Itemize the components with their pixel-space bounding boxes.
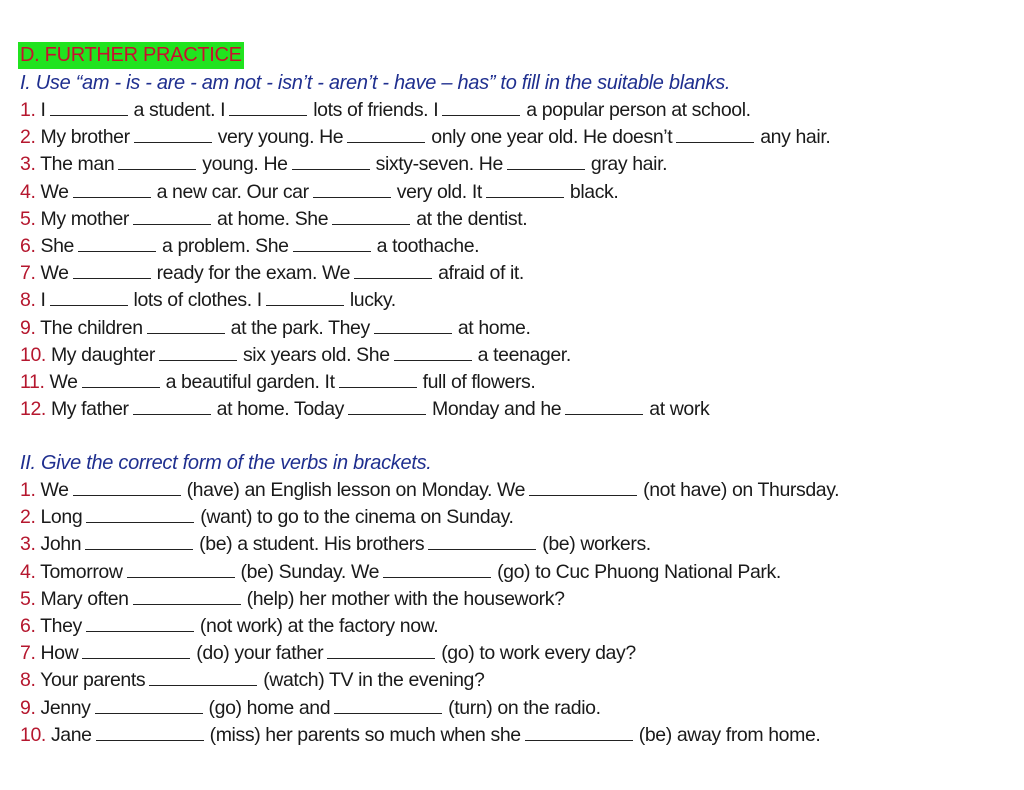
answer-blank[interactable] [159,344,237,361]
item-text: I [40,289,46,312]
answer-blank[interactable] [229,99,307,116]
item-text: (not work) at the factory now. [199,614,439,637]
item-text: (turn) on the radio. [448,696,601,719]
exercise-item [20,396,830,423]
item-number: 1. [20,99,41,121]
item-text: (be) a student. His brothers [199,533,425,556]
answer-blank[interactable] [383,561,491,578]
item-text: six years old. She [242,343,390,366]
answer-blank[interactable] [354,262,432,279]
item-text: sixty-seven. He [375,153,503,176]
item-text: Jenny [40,696,91,719]
item-text: a popular person at school. [526,99,751,121]
item-text: any hair. [760,126,831,149]
item-number: 10. [20,723,51,746]
item-text: I [40,99,46,121]
exercise-item [20,151,830,178]
item-text: a problem. She [161,234,289,257]
exercise-item [20,342,830,369]
item-text: at the park. They [230,316,370,339]
item-text: a beautiful garden. It [165,370,335,393]
answer-blank[interactable] [327,642,435,659]
item-number: 9. [20,696,41,719]
item-text: at home. She [217,207,329,230]
item-number: 5. [20,587,41,610]
answer-blank[interactable] [147,317,225,334]
answer-blank[interactable] [332,208,410,225]
item-text: at work [649,398,710,421]
answer-blank[interactable] [348,398,426,415]
answer-blank[interactable] [118,153,196,170]
worksheet-title: D. FURTHER PRACTICE [18,42,244,69]
item-number: 2. [20,126,41,149]
item-text: (miss) her parents so much when she [209,723,521,746]
answer-blank[interactable] [82,642,190,659]
item-text: My father [50,398,129,421]
item-text: They [40,614,82,637]
exercise-item [20,260,830,287]
item-text: Long [40,506,83,529]
item-text: Your parents [40,669,146,692]
item-number: 1. [20,479,41,501]
answer-blank[interactable] [442,99,520,116]
item-text: The children [40,316,143,339]
answer-blank[interactable] [266,289,344,306]
exercise-item [20,559,839,586]
answer-blank[interactable] [525,724,633,741]
item-number: 12. [20,398,51,421]
item-text: John [40,533,82,556]
item-number: 11. [20,370,50,393]
exercise-item [20,667,839,694]
item-text: at home. [457,316,531,339]
item-text: at the dentist. [416,207,528,230]
exercise-item [20,477,839,504]
answer-blank[interactable] [73,479,181,496]
exercise-item [20,613,839,640]
item-text: ready for the exam. We [156,262,351,285]
answer-blank[interactable] [334,697,442,714]
item-text: (help) her mother with the housework? [246,587,565,610]
section-2-exercise-list [20,477,839,749]
item-text: Jane [50,723,92,746]
item-number: 8. [20,669,41,692]
item-text: She [40,234,74,257]
answer-blank[interactable] [565,398,643,415]
item-text: We [49,370,78,393]
answer-blank[interactable] [507,153,585,170]
exercise-item [20,124,830,151]
answer-blank[interactable] [73,262,151,279]
item-text: only one year old. He doesn’t [431,126,673,149]
answer-blank[interactable] [374,317,452,334]
item-text: (have) an English lesson on Monday. We [186,479,526,501]
answer-blank[interactable] [529,479,637,496]
answer-blank[interactable] [96,724,204,741]
answer-blank[interactable] [133,398,211,415]
answer-blank[interactable] [82,371,160,388]
answer-blank[interactable] [86,615,194,632]
exercise-item [20,586,839,613]
item-number: 4. [20,180,41,203]
section-1-heading: I. Use “am - is - are - am not - isn’t - aren’t - have – has” to fill in the suitable blanks. [20,72,731,94]
item-number: 5. [20,207,41,230]
answer-blank[interactable] [134,126,212,143]
item-text: Tomorrow [40,560,123,583]
exercise-item [20,695,839,722]
item-text: at home. Today [216,398,345,421]
answer-blank[interactable] [133,208,211,225]
answer-blank[interactable] [428,533,536,550]
item-text: Mary often [40,587,129,610]
item-text: We [40,262,69,285]
exercise-item [20,640,839,667]
answer-blank[interactable] [95,697,203,714]
answer-blank[interactable] [347,126,425,143]
item-text: (go) to work every day? [441,642,636,665]
item-text: We [40,180,69,203]
item-text: a student. I [133,99,226,121]
item-text: How [40,642,79,665]
exercise-item [20,179,830,206]
exercise-item [20,233,830,260]
item-text: full of flowers. [422,370,536,393]
item-text: lots of friends. I [313,99,439,121]
answer-blank[interactable] [394,344,472,361]
item-text: gray hair. [590,153,668,176]
answer-blank[interactable] [50,99,128,116]
item-text: a toothache. [376,234,480,257]
item-text: (be) away from home. [638,723,821,746]
item-text: (watch) TV in the evening? [263,669,485,692]
item-number: 8. [20,289,41,312]
item-number: 3. [20,153,41,176]
answer-blank[interactable] [292,153,370,170]
item-number: 7. [20,262,41,285]
item-text: black. [569,180,619,203]
item-text: (not have) on Thursday. [643,479,840,501]
item-text: (go) home and [208,696,331,719]
item-number: 6. [20,614,41,637]
answer-blank[interactable] [85,533,193,550]
item-text: (be) Sunday. We [240,560,380,583]
item-text: (be) workers. [542,533,651,556]
item-text: The man [40,153,115,176]
item-number: 4. [20,560,41,583]
item-text: young. He [202,153,288,176]
answer-blank[interactable] [78,235,156,252]
item-text: very young. He [217,126,344,149]
item-text: My brother [40,126,130,149]
item-text: afraid of it. [438,262,524,285]
item-number: 9. [20,316,41,339]
item-text: (want) to go to the cinema on Sunday. [200,506,514,529]
item-number: 6. [20,234,41,257]
exercise-item [20,504,839,531]
exercise-item [20,206,830,233]
answer-blank[interactable] [339,371,417,388]
item-text: lots of clothes. I [133,289,262,312]
item-number: 2. [20,506,41,529]
answer-blank[interactable] [149,669,257,686]
item-number: 10. [20,343,51,366]
item-text: My daughter [50,343,155,366]
exercise-item [20,287,830,314]
answer-blank[interactable] [73,181,151,198]
answer-blank[interactable] [676,126,754,143]
item-text: a new car. Our car [156,180,309,203]
item-text: Monday and he [432,398,562,421]
exercise-item [20,97,830,124]
item-number: 3. [20,533,41,556]
answer-blank[interactable] [50,289,128,306]
item-text: (do) your father [196,642,324,665]
answer-blank[interactable] [313,181,391,198]
item-text: We [40,479,69,501]
exercise-item [20,531,839,558]
exercise-item [20,369,830,396]
answer-blank[interactable] [133,588,241,605]
section-2-heading: II. Give the correct form of the verbs in brackets. [20,452,432,474]
item-text: My mother [40,207,129,230]
answer-blank[interactable] [127,561,235,578]
answer-blank[interactable] [293,235,371,252]
item-text: a teenager. [477,343,571,366]
section-1-exercise-list [20,97,830,423]
item-text: very old. It [396,180,482,203]
item-text: (go) to Cuc Phuong National Park. [497,560,781,583]
exercise-item [20,315,830,342]
answer-blank[interactable] [486,181,564,198]
item-text: lucky. [349,289,396,312]
exercise-item [20,722,839,749]
item-number: 7. [20,642,41,665]
answer-blank[interactable] [86,506,194,523]
